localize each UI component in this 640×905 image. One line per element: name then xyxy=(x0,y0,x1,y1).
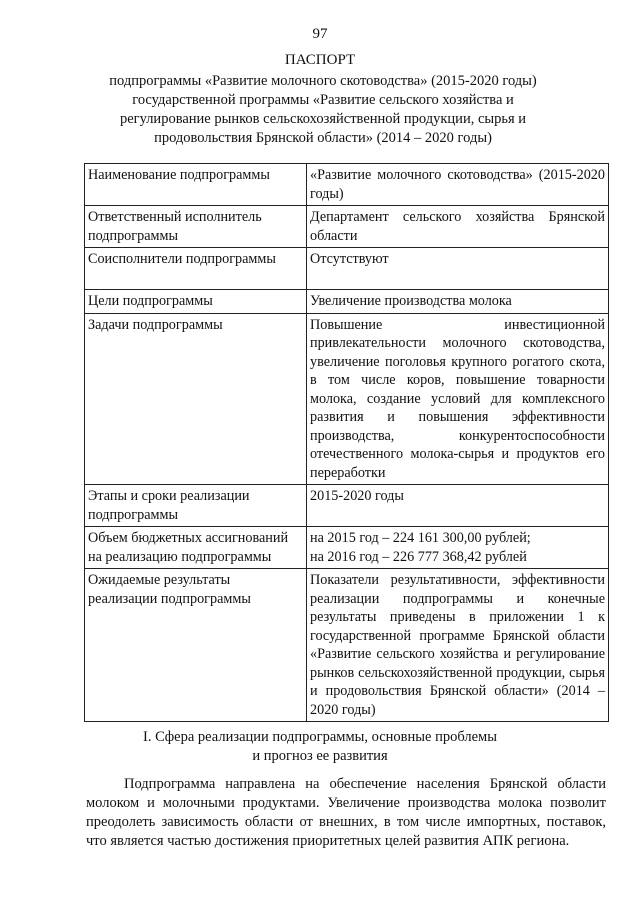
section-title xyxy=(0,728,640,766)
table-row xyxy=(85,248,609,290)
row-value: Показатели результативности, эффективности реализации подпрограммы и конечные результаты приведены в приложении 1 к государственной программе Брянской области «Развитие сельского хозяйства и регулирование рынков сельскохозяйственной продукции, сырья и продовольствия Брянской области» (2014 – 2020 годы) xyxy=(307,569,609,722)
table-row xyxy=(85,206,609,248)
row-label: Ответственный исполнитель подпрограммы xyxy=(85,206,307,248)
document-subheading: подпрограммы «Развитие молочного скотоводства» (2015-2020 годы) государственной программы «Развитие сельского хозяйства и регулирование рынков сельскохозяйственной продукции, сырья и продовольствия Брянской области» (2014 – 2020 годы) xyxy=(109,73,537,146)
row-label: Наименование подпрограммы xyxy=(85,164,307,206)
row-label: Объем бюджетных ассигнований на реализацию подпрограммы xyxy=(85,527,307,569)
budget-line: на 2015 год – 224 161 300,00 рублей; xyxy=(310,530,531,546)
page-number: 97 xyxy=(312,26,328,42)
table-row xyxy=(85,485,609,527)
row-label: Ожидаемые результаты реализации подпрограммы xyxy=(85,569,307,722)
row-value: Повышение инвестиционной привлекательности молочного скотоводства, увеличение поголовья крупного рогатого скота, в том числе коров, повышение товарности молока, создание условий для комплексного развития и повышения эффективности производства, конкурентоспособности отечественного молока-сырья и продуктов его переработки xyxy=(307,313,609,485)
row-label: Соисполнители подпрограммы xyxy=(85,248,307,290)
row-value: 2015-2020 годы xyxy=(307,485,609,527)
table-row xyxy=(85,164,609,206)
row-value: «Развитие молочного скотоводства» (2015-2020 годы) xyxy=(307,164,609,206)
table-row xyxy=(85,527,609,569)
document-heading: ПАСПОРТ xyxy=(284,52,356,68)
row-value: Увеличение производства молока xyxy=(307,290,609,314)
table-row xyxy=(85,290,609,314)
row-value xyxy=(307,527,609,569)
table-row xyxy=(85,569,609,722)
table-row xyxy=(85,313,609,485)
section-title-line: I. Сфера реализации подпрограммы, основные проблемы xyxy=(143,729,497,745)
passport-table xyxy=(84,163,609,722)
row-value: Отсутствуют xyxy=(307,248,609,290)
row-value: Департамент сельского хозяйства Брянской области xyxy=(307,206,609,248)
row-label: Цели подпрограммы xyxy=(85,290,307,314)
row-label: Этапы и сроки реализации подпрограммы xyxy=(85,485,307,527)
section-title-line: и прогноз ее развития xyxy=(252,748,388,764)
budget-line: на 2016 год – 226 777 368,42 рублей xyxy=(310,548,527,565)
row-label: Задачи подпрограммы xyxy=(85,313,307,485)
body-paragraph: Подпрограмма направлена на обеспечение населения Брянской области молоком и молочными продуктами. Увеличение производства молока позволит преодолеть зависимость области от внешних, в том числе импортных, поставок, что является частью достижения приоритетных целей развития АПК региона. xyxy=(86,776,606,849)
